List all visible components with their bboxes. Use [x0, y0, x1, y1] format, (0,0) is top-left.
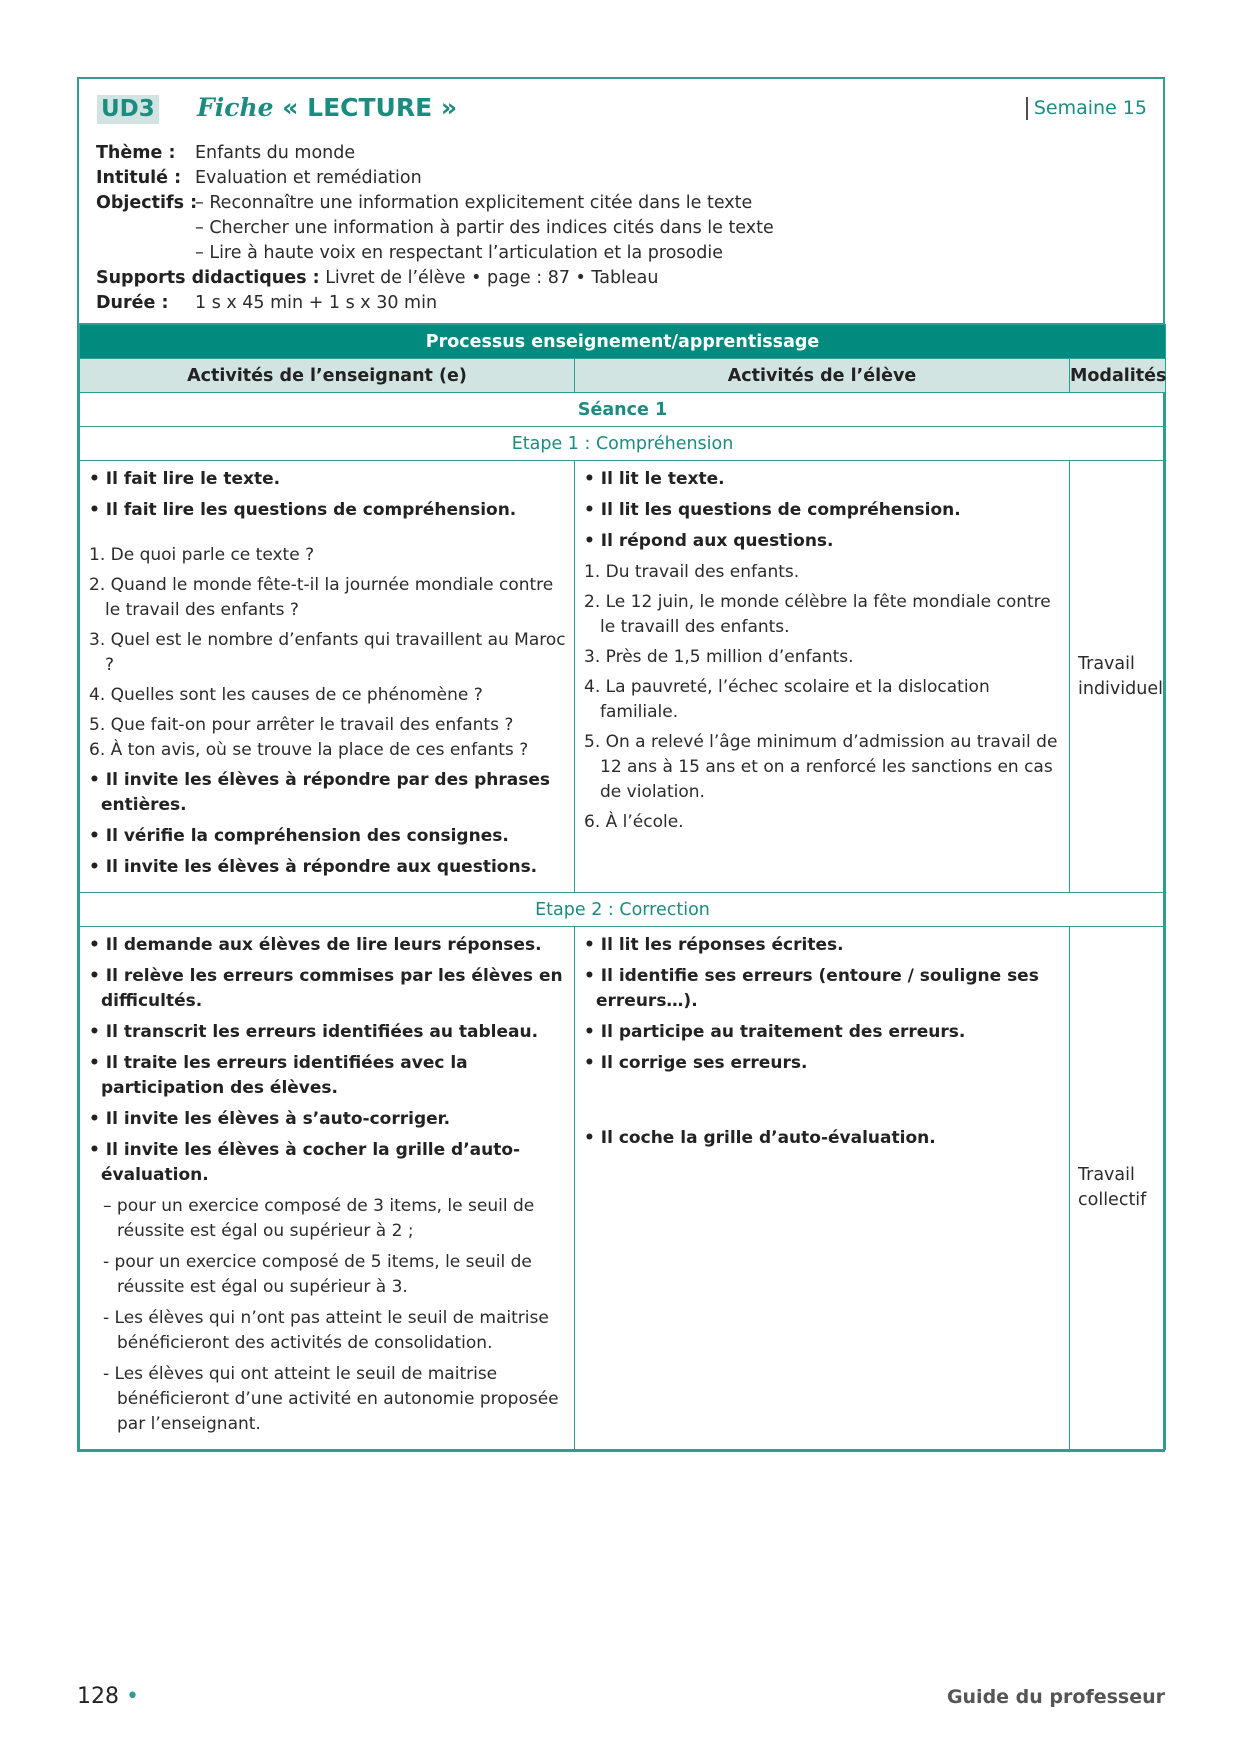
sheet-header [79, 79, 1163, 324]
duree-row [96, 291, 438, 316]
intitule-label: Intitulé : [96, 168, 182, 188]
student-activity: • Il coche la grille d’auto-évaluation. [584, 1128, 936, 1148]
question-item: 5. Que fait-on pour arrêter le travail des enfants ? [89, 715, 514, 735]
student-column-header: Activités de l’élève [575, 359, 1070, 393]
question-item: 6. À ton avis, où se trouve la place de ces enfants ? [89, 740, 529, 760]
student-activity: • Il lit les réponses écrites. [584, 935, 844, 955]
teacher-column-header: Activités de l’enseignant (e) [80, 359, 575, 393]
teacher-activity: • Il invite les élèves à répondre par des phrases entières. [89, 770, 551, 815]
etape2-teacher-cell [80, 927, 575, 1450]
etape2-title: Etape 2 : Correction [80, 893, 1166, 927]
supports-label: Supports didactiques : [96, 268, 320, 288]
theme-label: Thème : [96, 143, 176, 163]
teacher-activity: • Il invite les élèves à s’auto-corriger. [89, 1109, 451, 1129]
objectif-item: – Reconnaître une information explicitement citée dans le texte [195, 193, 753, 213]
answer-item: 1. Du travail des enfants. [584, 562, 800, 582]
etape2-student-cell [575, 927, 1070, 1450]
fiche-subject: « LECTURE » [282, 93, 458, 122]
student-activity: • Il lit le texte. [584, 469, 725, 489]
activities-table [79, 324, 1166, 1450]
teacher-activity: • Il transcrit les erreurs identifiées au tableau. [89, 1022, 539, 1042]
teacher-activity: • Il demande aux élèves de lire leurs réponses. [89, 935, 542, 955]
threshold-item: - Les élèves qui n’ont pas atteint le seuil de maitrise bénéficieront des activités de consolidation. [103, 1308, 549, 1353]
question-item: 3. Quel est le nombre d’enfants qui travaillent au Maroc ? [89, 630, 566, 675]
objectif-item: – Chercher une information à partir des indices cités dans le texte [195, 218, 774, 238]
student-activity: • Il identifie ses erreurs (entoure / souligne ses erreurs…). [584, 966, 1039, 1011]
teacher-activity: • Il invite les élèves à cocher la grille d’auto-évaluation. [89, 1140, 521, 1185]
fiche-title [197, 93, 457, 122]
threshold-item: – pour un exercice composé de 3 items, le seuil de réussite est égal ou supérieur à 2 ; [103, 1196, 535, 1241]
teacher-activity: • Il vérifie la compréhension des consignes. [89, 826, 509, 846]
threshold-item: - Les élèves qui ont atteint le seuil de maitrise bénéficieront d’une activité en autonomie proposée par l’enseignant. [103, 1364, 559, 1434]
threshold-item: - pour un exercice composé de 5 items, le seuil de réussite est égal ou supérieur à 3. [103, 1252, 532, 1297]
intitule-row [96, 166, 422, 191]
etape1-title: Etape 1 : Compréhension [80, 427, 1166, 461]
answer-item: 6. À l’école. [584, 812, 684, 832]
student-activity: • Il corrige ses erreurs. [584, 1053, 808, 1073]
teacher-activity: • Il fait lire le texte. [89, 469, 281, 489]
theme-value: Enfants du monde [195, 143, 356, 163]
teacher-activity: • Il invite les élèves à répondre aux questions. [89, 857, 538, 877]
supports-value: Livret de l’élève • page : 87 • Tableau [325, 268, 659, 288]
teacher-activity: • Il relève les erreurs commises par les élèves en difficultés. [89, 966, 563, 1011]
teacher-activity: • Il fait lire les questions de compréhension. [89, 500, 517, 520]
week-label: Semaine 15 [1026, 97, 1147, 120]
page-number-value: 128 [77, 1684, 119, 1709]
page-number [77, 1684, 139, 1709]
unit-badge: UD3 [97, 95, 159, 124]
supports-row [96, 266, 659, 291]
answer-item: 4. La pauvreté, l’échec scolaire et la dislocation familiale. [584, 677, 990, 722]
question-item: 2. Quand le monde fête-t-il la journée mondiale contre le travail des enfants ? [89, 575, 554, 620]
duree-label: Durée : [96, 293, 169, 313]
student-activity: • Il répond aux questions. [584, 531, 834, 551]
etape1-row [80, 461, 1166, 893]
objectifs-row [96, 191, 197, 216]
objectifs-label: Objectifs : [96, 193, 198, 213]
teacher-activity: • Il traite les erreurs identifiées avec la participation des élèves. [89, 1053, 468, 1098]
etape2-modalite-cell [1070, 927, 1166, 1450]
theme-row [96, 141, 356, 166]
modalite-text: Travail collectif [1078, 1165, 1147, 1210]
question-item: 4. Quelles sont les causes de ce phénomène ? [89, 685, 483, 705]
answer-item: 2. Le 12 juin, le monde célèbre la fête mondiale contre le travaill des enfants. [584, 592, 1051, 637]
modalites-column-header: Modalités [1070, 359, 1166, 393]
duree-value: 1 s x 45 min + 1 s x 30 min [195, 293, 438, 313]
etape1-modalite-cell [1070, 461, 1166, 893]
student-activity: • Il participe au traitement des erreurs. [584, 1022, 966, 1042]
etape1-teacher-cell [80, 461, 575, 893]
etape2-row [80, 927, 1166, 1450]
etape1-student-cell [575, 461, 1070, 893]
question-item: 1. De quoi parle ce texte ? [89, 545, 315, 565]
student-activity: • Il lit les questions de compréhension. [584, 500, 961, 520]
modalite-text: Travail individuel [1078, 653, 1163, 699]
intitule-value: Evaluation et remédiation [195, 168, 422, 188]
seance-title: Séance 1 [80, 393, 1166, 427]
answer-item: 3. Près de 1,5 million d’enfants. [584, 647, 854, 667]
guide-label: Guide du professeur [946, 1686, 1165, 1708]
answer-item: 5. On a relevé l’âge minimum d’admission au travail de 12 ans à 15 ans et on a renforcé les sanctions en cas de violation. [584, 732, 1058, 802]
page-dot: • [126, 1684, 139, 1709]
lesson-sheet [77, 77, 1165, 1452]
process-title: Processus enseignement/apprentissage [80, 325, 1166, 359]
objectif-item: – Lire à haute voix en respectant l’articulation et la prosodie [195, 243, 723, 263]
fiche-word: Fiche [197, 93, 274, 122]
